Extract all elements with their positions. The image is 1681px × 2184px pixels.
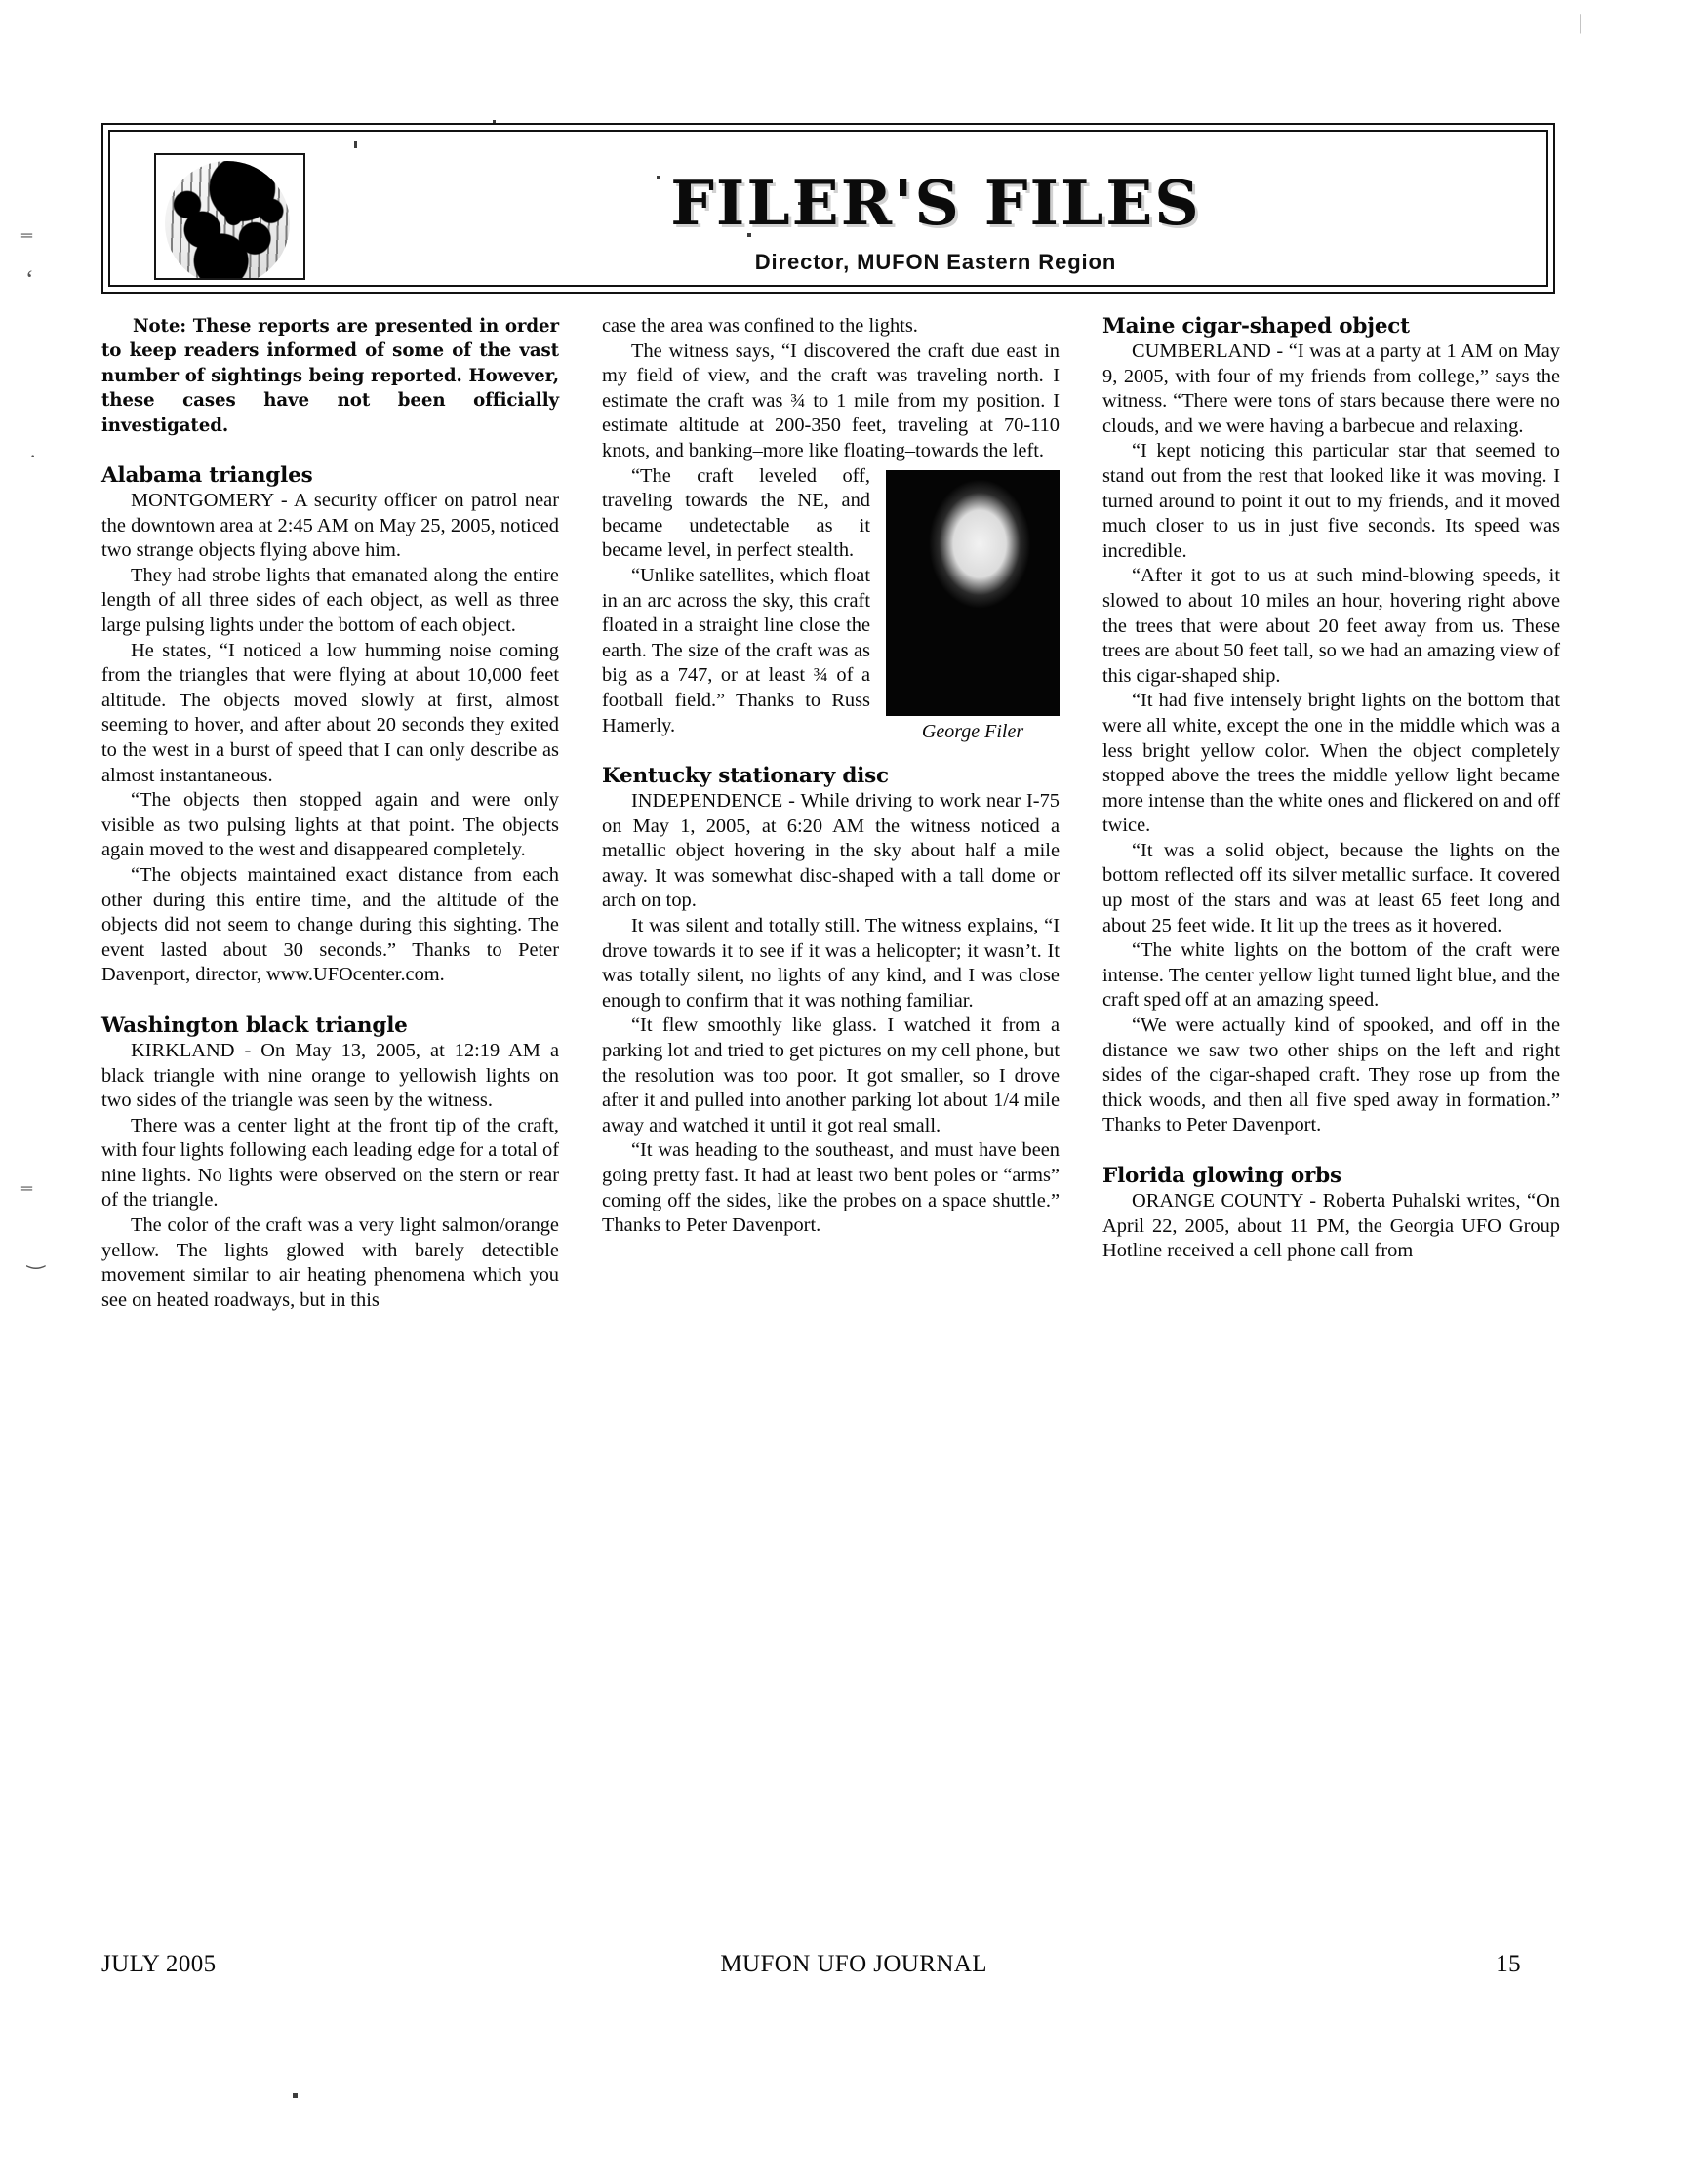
- masthead-inner-border: [108, 130, 1548, 287]
- section-heading-alabama-triangles: Alabama triangles: [101, 463, 313, 489]
- footer-issue-date: JULY 2005: [101, 1951, 217, 1977]
- paragraph: The color of the craft was a very light salmon/orange yellow. The lights glowed with barely detectible movement similar to air heating phenomena which you see on heated roadways, but in this: [101, 1214, 559, 1311]
- scan-speck-6: [293, 2093, 298, 2098]
- column-3: [1102, 314, 1560, 1914]
- section-heading-maine-cigar-shaped-object: Maine cigar-shaped object: [1102, 314, 1410, 338]
- paragraph: KIRKLAND - On May 13, 2005, at 12:19 AM a black triangle with nine orange to yellowish lights on two sides of the triangle was seen by the witness.: [101, 1039, 559, 1112]
- author-photo-block: [886, 470, 1060, 743]
- photo-caption: George Filer: [921, 720, 1024, 742]
- globe-logo: [154, 153, 305, 280]
- author-photo: [886, 470, 1060, 716]
- paragraph: He states, “I noticed a low humming noise coming from the triangles that were flying at about 10,000 feet altitude. The objects moved slowly at first, almost seeming to hover, and after about 20 seconds they exited to the west in a burst of speed that I can only describe as almost instantaneous.: [101, 639, 559, 786]
- paragraph: “It flew smoothly like glass. I watched it from a parking lot and tried to get pictures on my cell phone, but the resolution was too poor. It got smaller, so I drove after it and pulled into another parking lot about 1/4 mile away and watched it until it got real small.: [602, 1014, 1060, 1136]
- editor-note: Note: These reports are presented in order to keep readers informed of some of the vast number of sightings being reported. However, these cases have not been officially investigated.: [101, 316, 559, 436]
- paragraph: “We were actually kind of spooked, and off in the distance we saw two other ships on the left and right sides of the cigar-shaped craft. They rose up from the thick woods, and then all five sped away in formation.” Thanks to Peter Davenport.: [1102, 1014, 1560, 1136]
- paragraph: “It was heading to the southeast, and must have been going pretty fast. It had at least two bent poles or “arms” coming off the sides, like the probes on a space shuttle.” Thanks to Peter Davenport.: [602, 1139, 1060, 1237]
- scan-edge-mark-left-4: ‗: [21, 1166, 32, 1190]
- paragraph: “The objects maintained exact distance from each other during this entire time, and the altitude of the objects did not seem to change during this sighting. The event lasted about 30 seconds.” Thanks to Peter Davenport, director, www.UFOcenter.com.: [101, 863, 559, 986]
- paragraph: “The objects then stopped again and were only visible as two pulsing lights at that point. The objects again moved to the west and disappeared completely.: [101, 789, 559, 861]
- paragraph: “The craft leveled off, traveling towards the NE, and became undetectable as it became level, in perfect stealth.: [602, 464, 870, 562]
- paragraph: “It had five intensely bright lights on the bottom that were all white, except the one in the middle which was a less bright yellow color. When the object completely stopped above the trees the middle yellow light became more intense than the white ones and flickered on and off twice.: [1102, 690, 1560, 837]
- footer-publication: MUFON UFO JOURNAL: [720, 1951, 987, 1977]
- paragraph: CUMBERLAND - “I was at a party at 1 AM on May 9, 2005, with four of my friends from college,” says the witness. “There were tons of stars because there were no clouds, and we were having a barbecue and relaxing.: [1102, 340, 1560, 437]
- paragraph: The witness says, “I discovered the craft due east in my field of view, and the craft was traveling north. I estimate the craft was ¾ to 1 mile from my position. I estimate altitude at 200-350 feet, traveling at 70-110 knots, and banking–more like floating–towards the left.: [602, 339, 1060, 461]
- paragraph: “I kept noticing this particular star that seemed to stand out from the rest that looked like it was moving. I turned around to point it out to my friends, and it moved much closer to us in just five seconds. Its speed was incredible.: [1102, 440, 1560, 562]
- scan-edge-mark-left-2: ‘: [25, 265, 34, 294]
- paragraph: “After it got to us at such mind-blowing speeds, it slowed to about 10 miles an hour, hovering right above the trees that were about 20 feet away from us. These trees are about 50 feet tall, so we had an amazing view of this cigar-shaped ship.: [1102, 565, 1560, 687]
- column-1: [101, 314, 559, 1914]
- page-title: FILER'S FILES: [670, 167, 1201, 239]
- paragraph: There was a center light at the front tip of the craft, with four lights following each leading edge for a total of nine lights. No lights were observed on the stern or rear of the triangle.: [101, 1114, 559, 1211]
- footer-page-number: 15: [1496, 1951, 1521, 1977]
- paragraph: “It was a solid object, because the lights on the bottom reflected off its silver metallic surface. It covered up most of the stars and was at least 65 feet long and about 25 feet wide. It lit up the trees as it hovered.: [1102, 839, 1560, 936]
- paragraph: case the area was confined to the lights.: [602, 315, 918, 337]
- masthead-title-group: [344, 167, 1527, 275]
- scan-edge-mark-left-1: ‗: [21, 213, 32, 237]
- masthead-subtitle: Director, MUFON Eastern Region: [754, 250, 1117, 274]
- paragraph: MONTGOMERY - A security officer on patrol near the downtown area at 2:45 AM on May 25, 2005, noticed two strange objects flying above him.: [101, 490, 559, 562]
- masthead: [101, 123, 1555, 294]
- paragraph: It was silent and totally still. The witness explains, “I drove towards it to see if it was a helicopter; it wasn’t. It was totally silent, no lights of any kind, and I was close enough to confirm that it was nothing familiar.: [602, 915, 1060, 1012]
- article-columns: [101, 314, 1560, 1914]
- paragraph: “Unlike satellites, which float in an arc across the sky, this craft floated in a straight line close the earth. The size of the craft was as big as a 747, or at least ¾ of a football field.” Thanks to Russ Hamerly.: [602, 564, 870, 736]
- section-heading-florida-glowing-orbs: Florida glowing orbs: [1102, 1164, 1341, 1188]
- paragraph: ORANGE COUNTY - Roberta Puhalski writes, “On April 22, 2005, about 11 PM, the Georgia UFO Group Hotline received a cell phone call from: [1102, 1190, 1560, 1262]
- section-heading-kentucky-stationary-disc: Kentucky stationary disc: [602, 764, 889, 789]
- section-heading-washington-black-triangle: Washington black triangle: [101, 1013, 408, 1038]
- paragraph: INDEPENDENCE - While driving to work near I-75 on May 1, 2005, at 6:20 AM the witness noticed a metallic object hovering in the sky about half a mile away. It was somewhat disc-shaped with a tall dome or arch on top.: [602, 790, 1060, 912]
- scan-edge-mark-left-3: ·: [29, 444, 37, 468]
- scan-edge-mark-top-right: |: [1579, 10, 1583, 34]
- paragraph: They had strobe lights that emanated along the entire length of all three sides of each object, as well as three large pulsing lights under the bottom of each object.: [101, 564, 559, 636]
- paragraph: “The white lights on the bottom of the craft were intense. The center yellow light turned light blue, and the craft sped off at an amazing speed.: [1102, 939, 1560, 1012]
- page-footer: [101, 1951, 1560, 1978]
- globe-icon: [165, 161, 290, 280]
- column-2: [602, 314, 1060, 1914]
- scan-edge-mark-left-5: ‿: [27, 1245, 45, 1269]
